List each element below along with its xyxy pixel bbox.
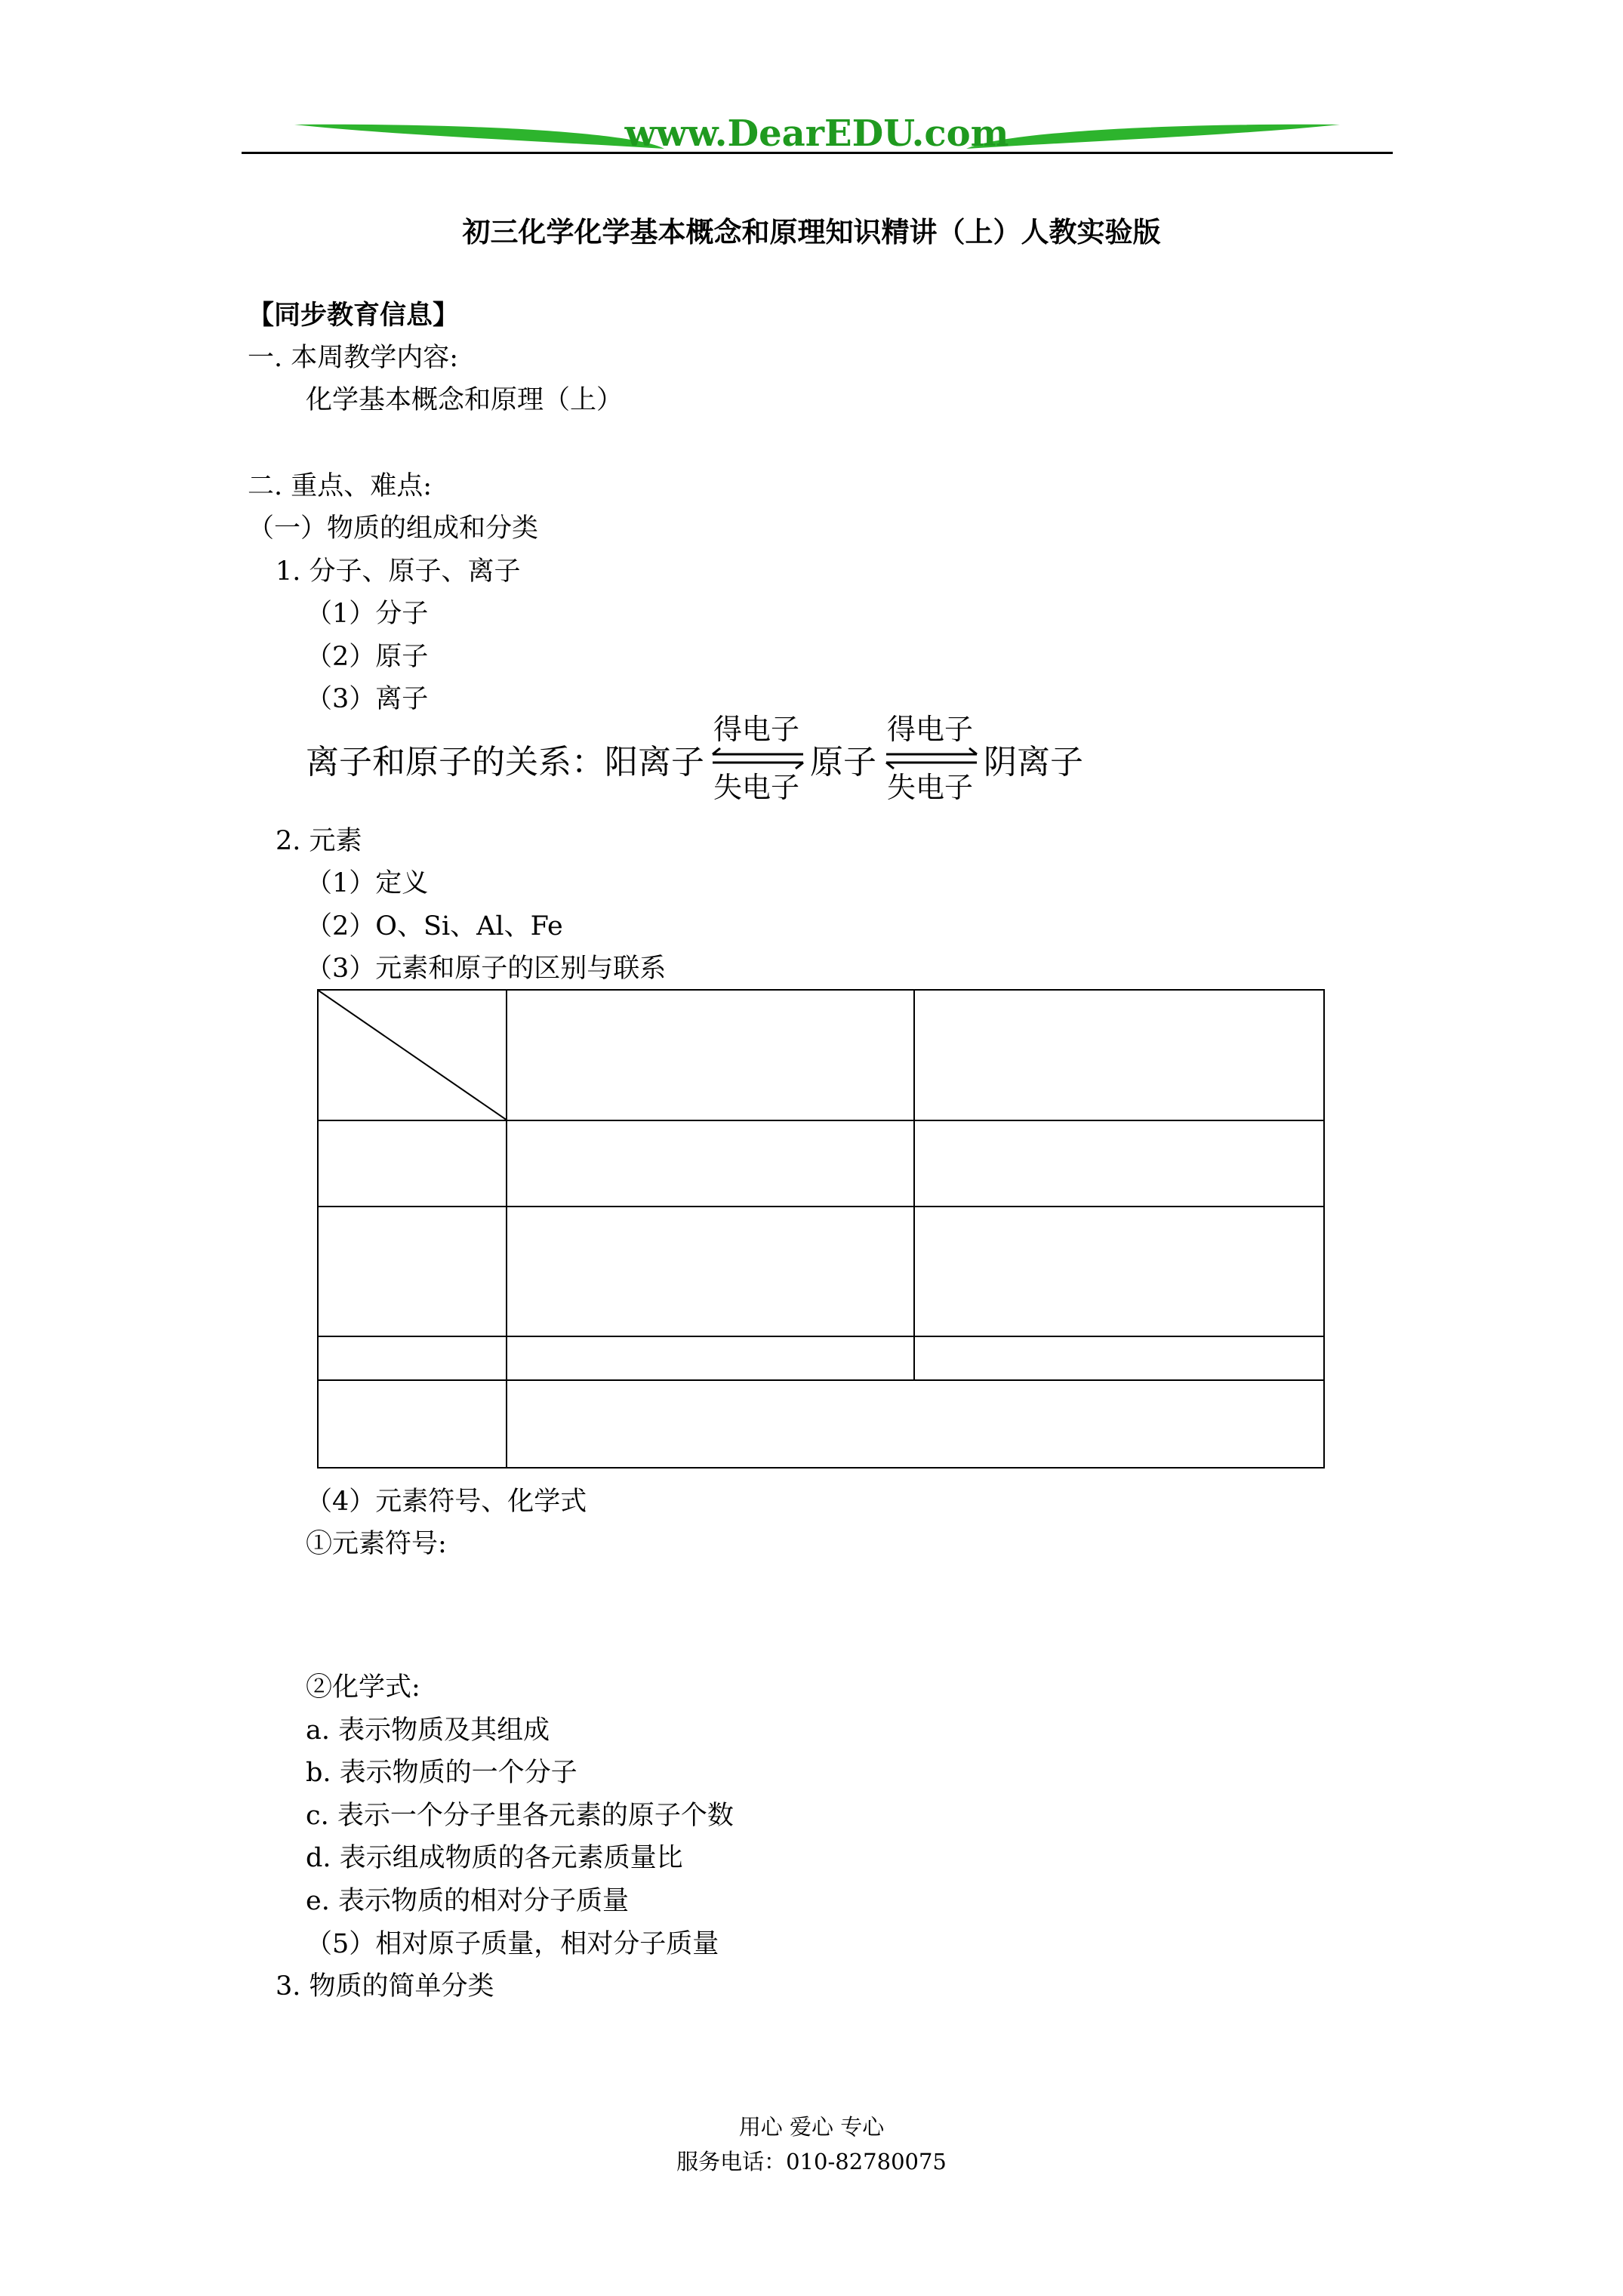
table-col-divider-2 [913, 991, 915, 1380]
table-col-divider-last-row [506, 1380, 507, 1467]
item-3-heading: 3. 物质的简单分类 [276, 1971, 494, 2002]
item-2-5: （5）相对原子质量，相对分子质量 [306, 1929, 719, 1959]
lose-electron-label-1: 失电子 [713, 771, 800, 804]
header-logo [242, 109, 1393, 162]
relation-atom: 原子 [810, 743, 876, 781]
relation-anion: 阴离子 [984, 743, 1083, 781]
formula-meaning-b: b. 表示物质的一个分子 [306, 1758, 577, 1788]
footer-phone: 服务电话：010-82780075 [676, 2149, 947, 2174]
formula-meaning-c: c. 表示一个分子里各元素的原子个数 [306, 1801, 734, 1831]
section-1-heading: 一. 本周教学内容: [248, 343, 459, 373]
part-1-heading: （一）物质的组成和分类 [248, 513, 539, 544]
item-2-heading: 2. 元素 [276, 826, 362, 856]
table-row-divider-1 [319, 1120, 1323, 1121]
table-col-divider-1 [506, 991, 507, 1380]
relation-prefix: 离子和原子的关系：阳离子 [306, 743, 704, 781]
equilibrium-arrow-2 [883, 747, 981, 770]
formula-meaning-a: a. 表示物质及其组成 [306, 1715, 550, 1746]
item-1-2: （2）原子 [306, 642, 429, 672]
table-row-divider-2 [319, 1206, 1323, 1207]
page-title: 初三化学化学基本概念和原理知识精讲（上）人教实验版 [462, 215, 1161, 248]
table-row-divider-3 [319, 1336, 1323, 1337]
table-row-divider-4 [319, 1379, 1323, 1381]
item-1-3: （3）离子 [306, 684, 429, 714]
element-symbol-heading: ①元素符号: [306, 1529, 447, 1559]
item-2-1: （1）定义 [306, 868, 429, 898]
item-2-4: （4）元素符号、化学式 [306, 1487, 587, 1517]
equilibrium-arrow-1 [710, 747, 808, 770]
gain-electron-label-1: 得电子 [713, 713, 800, 746]
chemical-formula-heading: ②化学式: [306, 1672, 420, 1703]
table-header-diagonal [319, 991, 507, 1120]
item-2-2: （2）O、Si、Al、Fe [306, 911, 563, 942]
lose-electron-label-2: 失电子 [887, 771, 974, 804]
formula-meaning-e: e. 表示物质的相对分子质量 [306, 1886, 629, 1916]
item-2-3: （3）元素和原子的区别与联系 [306, 954, 667, 984]
item-1-1: （1）分子 [306, 599, 429, 629]
section-1-content: 化学基本概念和原理（上） [306, 385, 624, 415]
footer-motto: 用心 爱心 专心 [738, 2114, 885, 2140]
element-atom-comparison-table [317, 989, 1325, 1469]
section-2-heading: 二. 重点、难点: [248, 471, 433, 501]
item-1-heading: 1. 分子、原子、离子 [276, 556, 521, 587]
gain-electron-label-2: 得电子 [887, 713, 974, 746]
formula-meaning-d: d. 表示组成物质的各元素质量比 [306, 1843, 683, 1873]
section-heading-sync-info: 【同步教育信息】 [248, 300, 460, 331]
logo-text: www.DearEDU.com [624, 112, 1009, 155]
